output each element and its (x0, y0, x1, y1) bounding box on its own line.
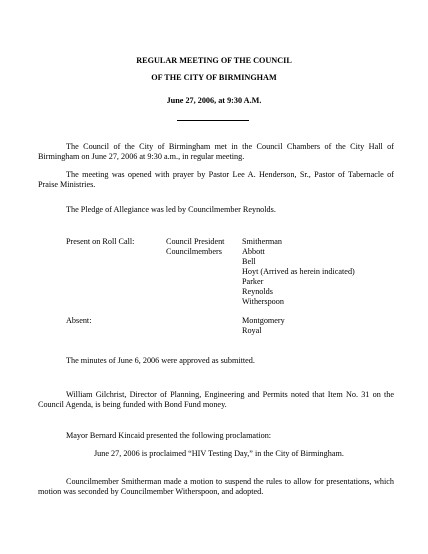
present-name: Hoyt (Arrived as herein indicated) (242, 267, 355, 276)
absent-name: Montgomery (242, 316, 285, 325)
meeting-date: June 27, 2006, at 9:30 A.M. (166, 96, 262, 105)
meeting-title: REGULAR MEETING OF THE COUNCIL (136, 56, 292, 65)
present-name: Witherspoon (242, 297, 284, 306)
city-title: OF THE CITY OF BIRMINGHAM (151, 73, 277, 82)
present-name: Abbott (242, 247, 265, 256)
present-name: Smitherman (242, 237, 283, 246)
gilchrist-paragraph: William Gilchrist, Director of Planning, Engineering and Permits noted that Item No. 31 on the Council Agenda, is being funded with Bond Fund money. (38, 390, 394, 409)
opening-paragraph: The Council of the City of Birmingham met in the Council Chambers of the City Hall of Birmingham on June 27, 2006 at 9:30 a.m., in regular meeting. (38, 142, 394, 161)
proclamation-text: June 27, 2006 is proclaimed “HIV Testing Day,” in the City of Birmingham. (94, 449, 344, 458)
absent-names-list (242, 316, 285, 336)
motion-paragraph: Councilmember Smitherman made a motion to suspend the rules to allow for presentations, which motion was seconded by Councilmember Witherspoon, and adopted. (38, 477, 394, 496)
title-separator-rule (177, 120, 249, 121)
minutes-approval-paragraph: The minutes of June 6, 2006 were approved as submitted. (66, 356, 255, 365)
present-names-list (242, 237, 355, 307)
proclamation-intro-paragraph: Mayor Bernard Kincaid presented the following proclamation: (66, 431, 272, 440)
councilmembers-title: Councilmembers (166, 247, 222, 256)
absent-name: Royal (242, 326, 262, 335)
present-name: Parker (242, 277, 264, 286)
present-label: Present on Roll Call: (66, 237, 135, 246)
absent-label: Absent: (66, 316, 92, 325)
pledge-paragraph: The Pledge of Allegiance was led by Councilmember Reynolds. (66, 205, 276, 214)
present-name: Bell (242, 257, 256, 266)
president-title: Council President (166, 237, 225, 246)
prayer-paragraph: The meeting was opened with prayer by Pastor Lee A. Henderson, Sr., Pastor of Tabernacle of Praise Ministries. (38, 170, 394, 189)
present-name: Reynolds (242, 287, 273, 296)
